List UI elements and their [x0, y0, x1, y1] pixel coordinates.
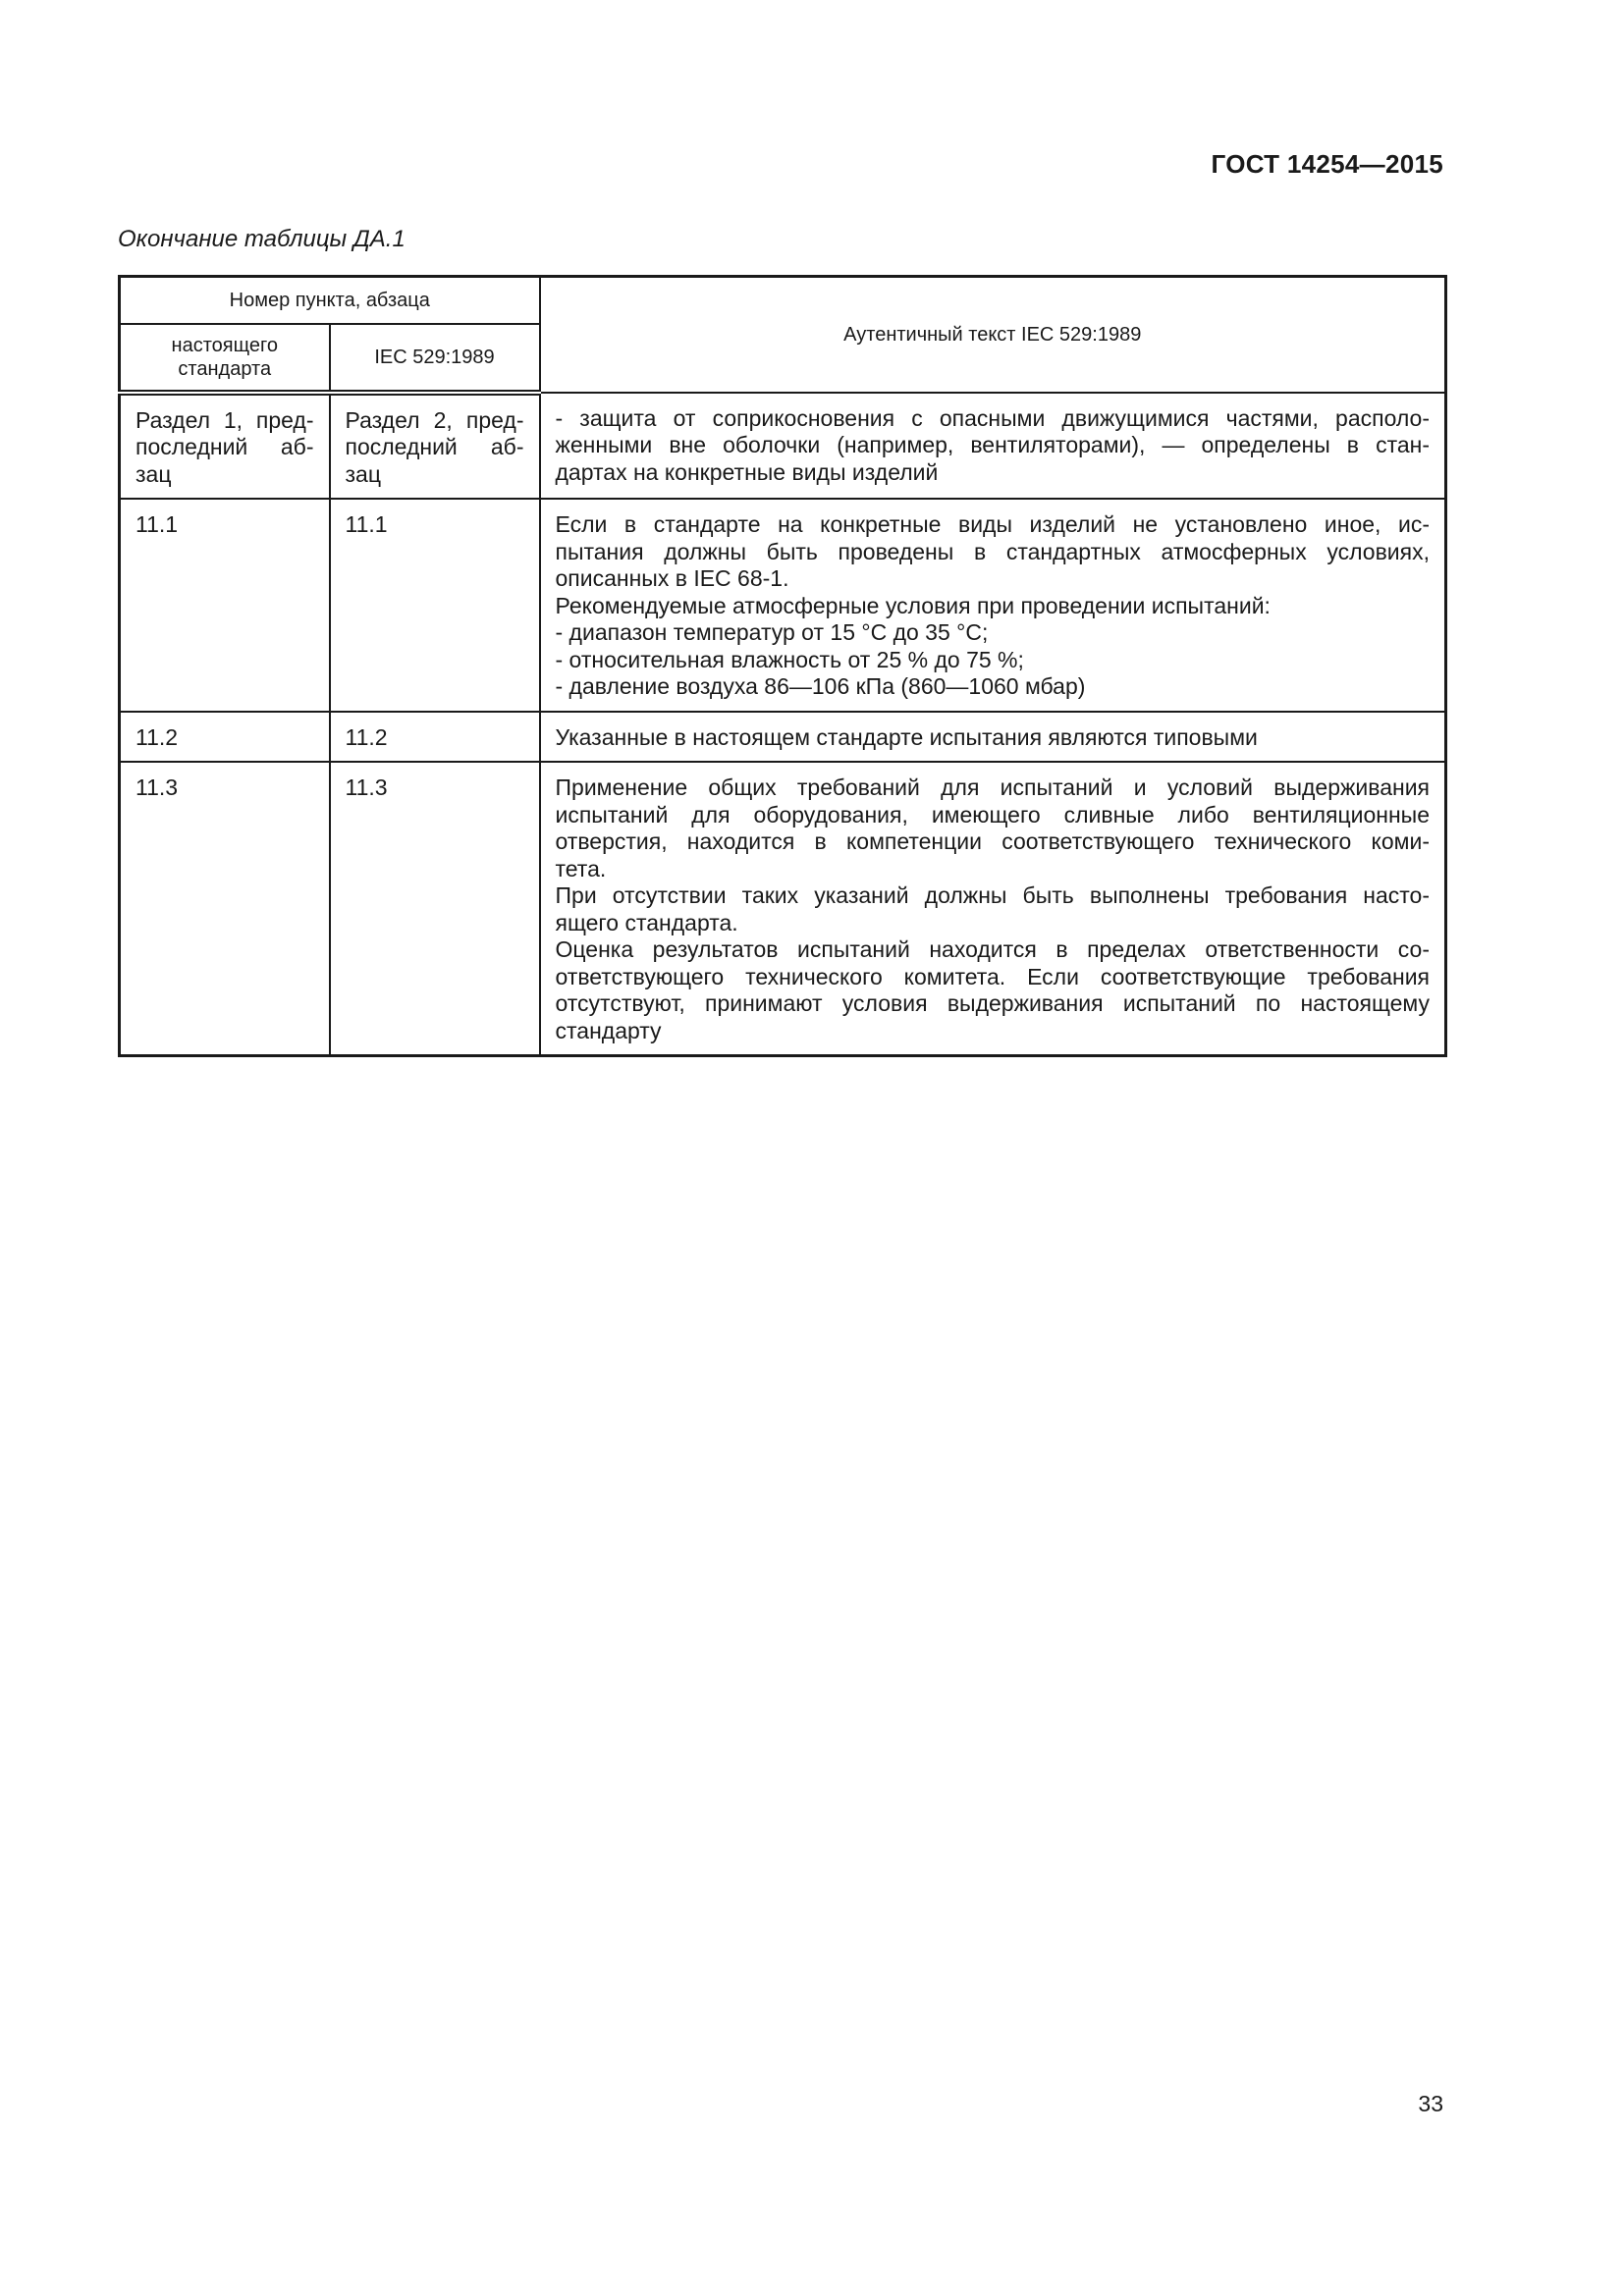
text-line: женными вне оболочки (например, вентиляторами), — определены в стан- — [555, 432, 1430, 457]
cell-line: 11.3 — [135, 774, 179, 800]
cell-this-standard — [120, 712, 330, 763]
text-line: - защита от соприкосновения с опасными движущимися частями, располо- — [555, 404, 1430, 431]
text-line: тета. — [555, 855, 607, 881]
text-line: - давление воздуха 86—106 кПа (860—1060 мбар) — [555, 673, 1086, 699]
text-line: ответствующего технического комитета. Если соответствующие требования — [555, 963, 1430, 989]
cell-this-standard — [120, 393, 330, 500]
cell-this-standard — [120, 762, 330, 1056]
cell-line: зац — [345, 460, 382, 487]
cell-line: 11.1 — [345, 511, 388, 537]
cell-iec — [330, 762, 540, 1056]
text-line: Оценка результатов испытаний находится в пределах ответственности со- — [555, 936, 1430, 962]
text-line: стандарту — [555, 1017, 662, 1043]
text-line: - относительная влажность от 25 % до 75 %; — [555, 646, 1024, 672]
cell-authentic-text — [540, 712, 1446, 763]
table-row — [120, 499, 1446, 712]
cell-authentic-text — [540, 499, 1446, 712]
table-row — [120, 393, 1446, 500]
cell-line: зац — [135, 460, 172, 487]
text-line: ящего стандарта. — [555, 909, 738, 935]
cell-line: 11.2 — [135, 723, 179, 750]
header-iec: IEC 529:1989 — [330, 324, 540, 393]
cell-line: 11.1 — [135, 511, 179, 537]
table-row — [120, 712, 1446, 763]
text-line: дартах на конкретные виды изделий — [555, 458, 939, 485]
text-line: пытания должны быть проведены в стандартных атмосферных условиях, — [555, 538, 1430, 564]
cell-iec — [330, 712, 540, 763]
header-group-label: Номер пункта, абзаца — [120, 277, 540, 324]
text-line: - диапазон температур от 15 °С до 35 °С; — [555, 619, 989, 645]
cell-line: Раздел 1, пред- — [135, 406, 314, 433]
header-line: стандарта — [178, 357, 272, 380]
header-line: настоящего — [171, 334, 278, 356]
page-number: 33 — [1418, 2091, 1443, 2116]
text-line: описанных в IEC 68-1. — [555, 565, 789, 591]
table-row — [120, 762, 1446, 1056]
text-line: испытаний для оборудования, имеющего сливные либо вентиляционные — [555, 801, 1430, 828]
cell-line: 11.3 — [345, 774, 388, 800]
comparison-table — [118, 275, 1447, 1057]
cell-line: последний аб- — [135, 434, 314, 459]
cell-line: последний аб- — [345, 434, 524, 459]
text-line: При отсутствии таких указаний должны быть выполнены требования насто- — [555, 882, 1430, 908]
text-line: Указанные в настоящем стандарте испытания являются типовыми — [555, 723, 1258, 750]
cell-authentic-text — [540, 762, 1446, 1056]
header-this-standard — [120, 324, 330, 393]
standard-number: ГОСТ 14254—2015 — [1211, 149, 1443, 179]
cell-iec — [330, 499, 540, 712]
text-line: отверстия, находится в компетенции соответствующего технического коми- — [555, 828, 1430, 854]
cell-iec — [330, 393, 540, 500]
cell-line: 11.2 — [345, 723, 388, 750]
cell-authentic-text — [540, 393, 1446, 500]
cell-this-standard — [120, 499, 330, 712]
text-line: отсутствуют, принимают условия выдерживания испытаний по настоящему — [555, 990, 1430, 1016]
table-caption: Окончание таблицы ДА.1 — [118, 226, 406, 252]
text-line: Применение общих требований для испытаний и условий выдерживания — [555, 774, 1430, 800]
text-line: Рекомендуемые атмосферные условия при проведении испытаний: — [555, 592, 1271, 618]
cell-line: Раздел 2, пред- — [345, 406, 524, 433]
text-line: Если в стандарте на конкретные виды изделий не установлено иное, ис- — [555, 511, 1430, 537]
header-authentic-text: Аутентичный текст IEC 529:1989 — [540, 277, 1446, 393]
